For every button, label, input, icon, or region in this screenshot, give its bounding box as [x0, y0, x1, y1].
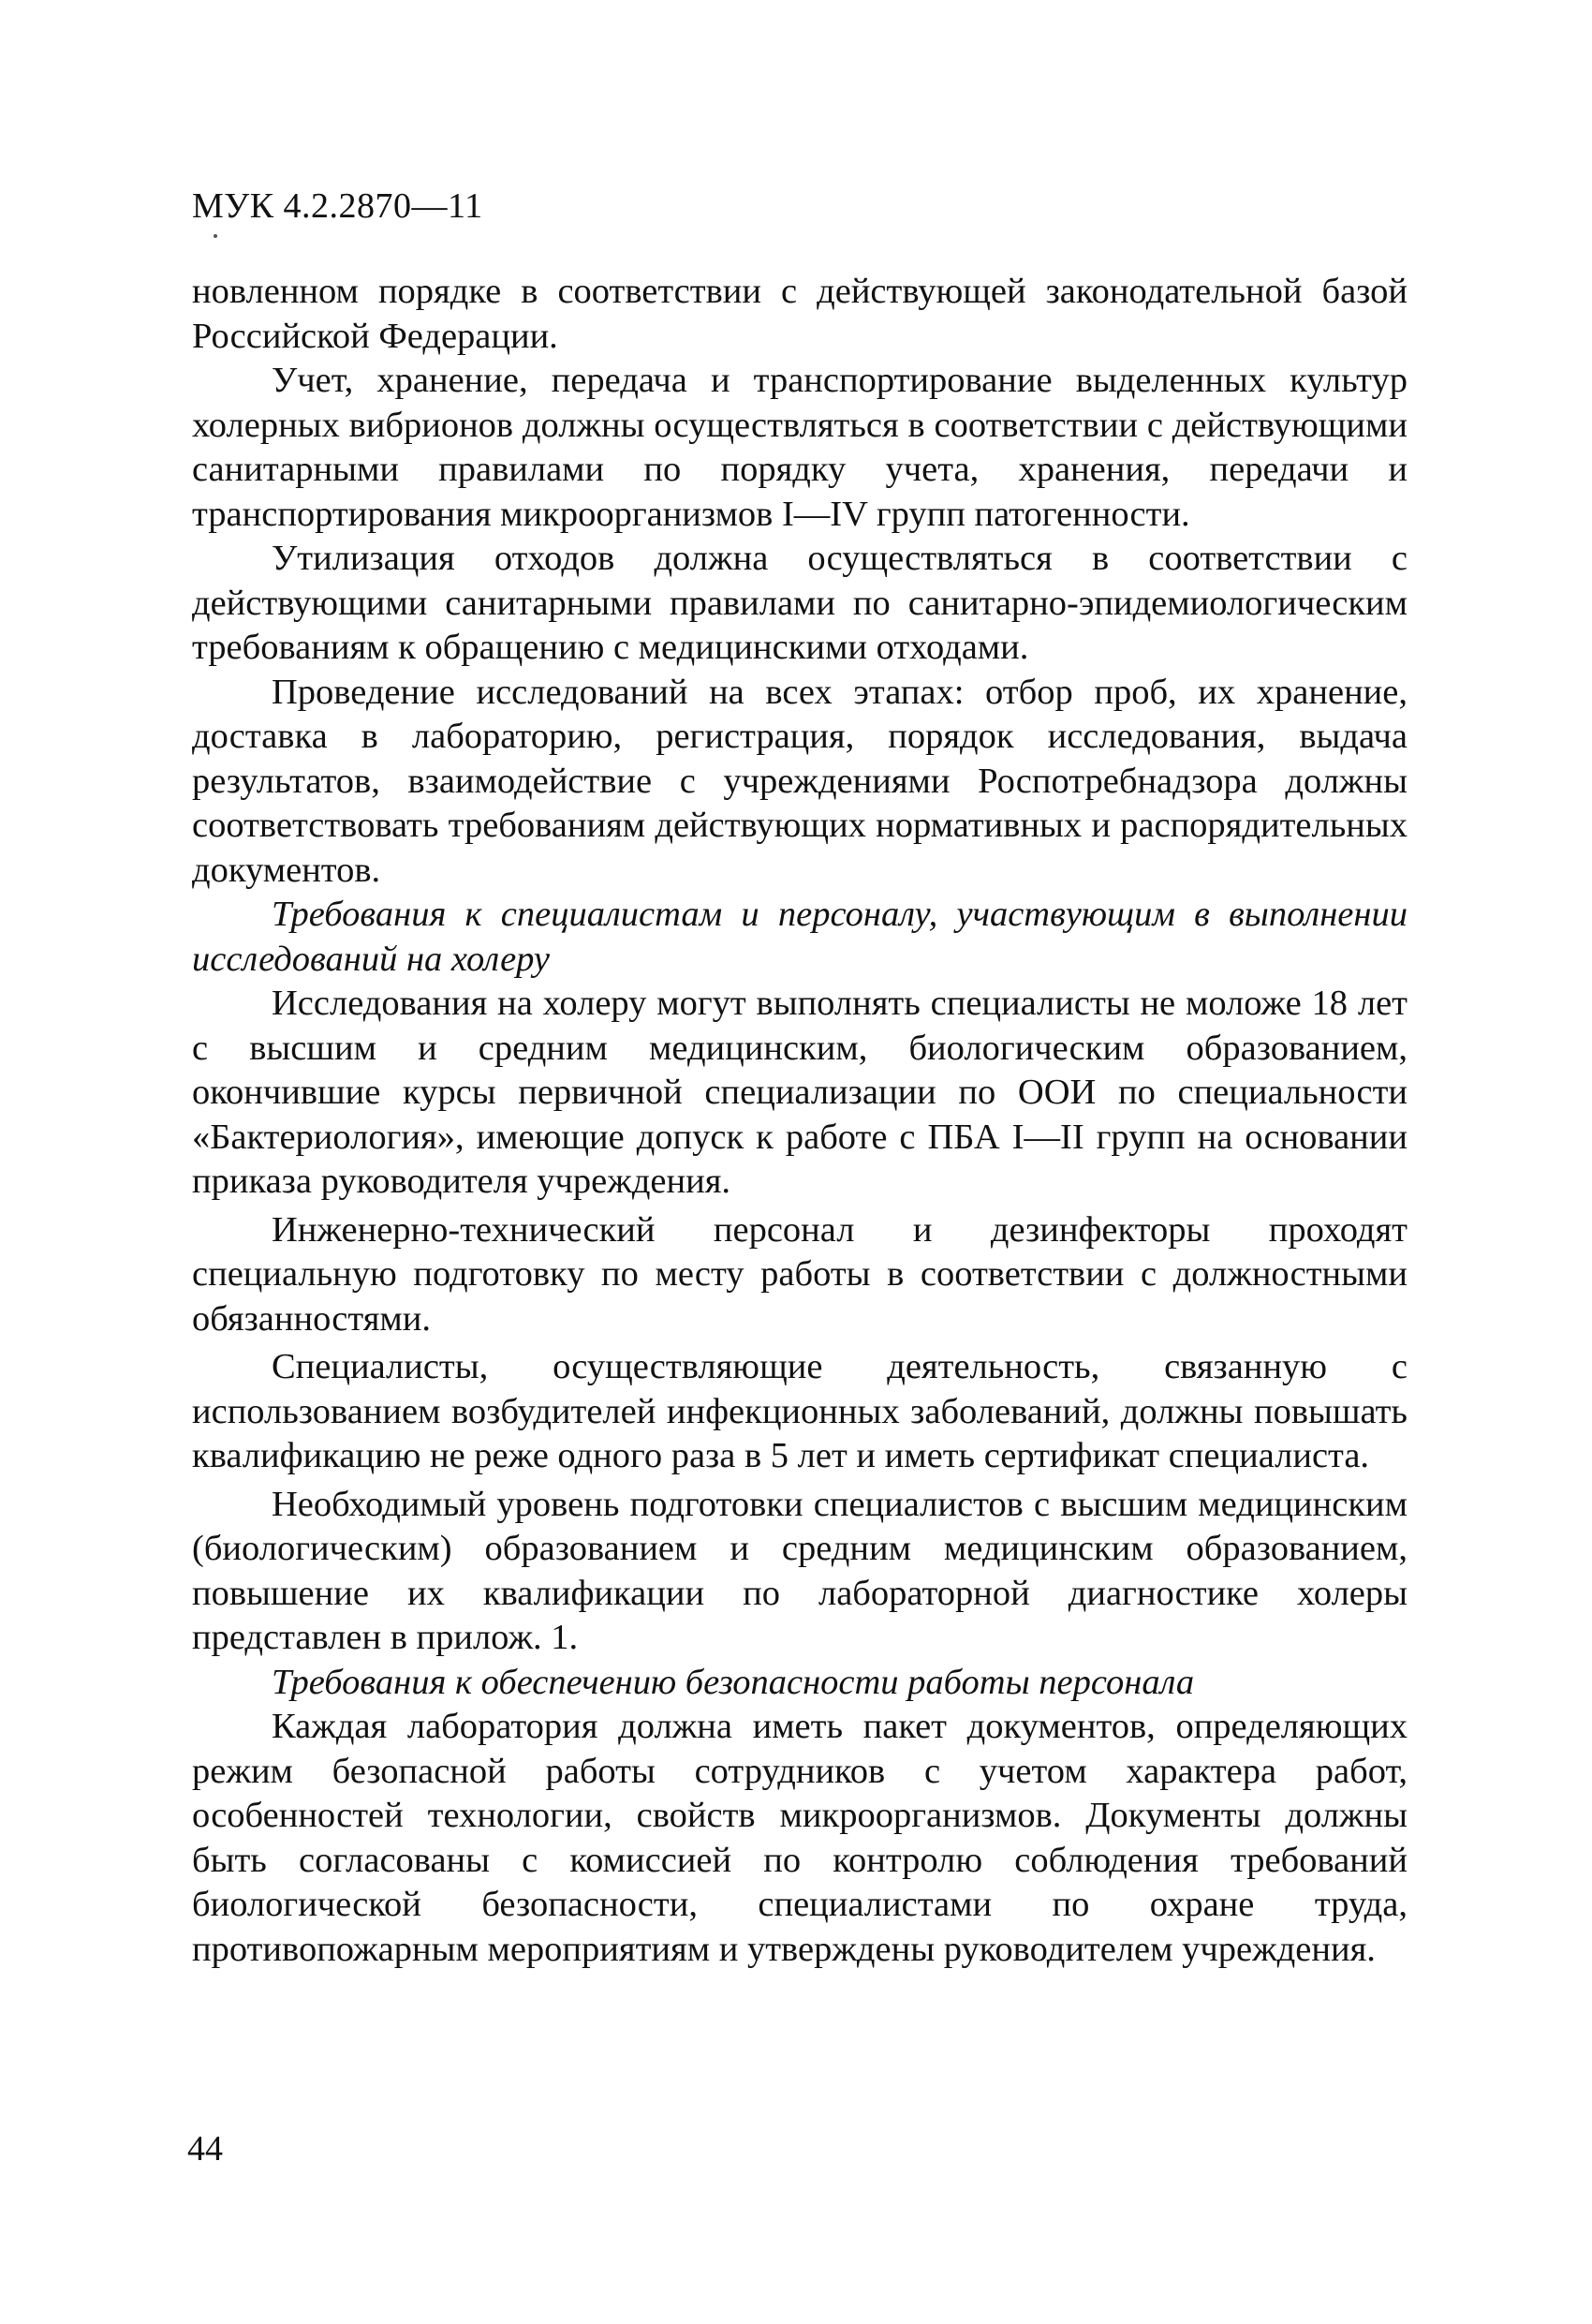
- section-heading-staff-requirements: Требования к специалистам и персоналу, участвующим в выполнении исследований на холеру: [192, 895, 1408, 979]
- section-heading-safety-requirements: Требования к обеспечению безопасности работы персонала: [272, 1662, 1195, 1702]
- paragraph-specialist-eligibility: Исследования на холеру могут выполнять специалисты не моложе 18 лет с высшим и средним медицинским, биологическим образованием, окончившие курсы первичной специализации по ООИ по специальности «Бактериология», имеющие допуск к работе с ПБА I—II групп на основании приказа руководителя учреждения.: [192, 984, 1408, 1201]
- paragraph-safety-documents: Каждая лаборатория должна иметь пакет документов, определяющих режим безопасной работы сотрудников с учетом характера работ, особенностей технологии, свойств микроорганизмов. Документы должны быть согласованы с комиссией по контролю соблюдения требований биологической безопасности, специалистами по охране труда, противопожарным мероприятиям и утверждены руководителем учреждения.: [192, 1707, 1408, 1969]
- paragraph-training-level: Необходимый уровень подготовки специалистов с высшим медицинским (биологическим) образованием и средним медицинским образованием, повышение их квалификации по лабораторной диагностике холеры представлен в прилож. 1.: [192, 1484, 1408, 1657]
- scan-artifact-dot: [214, 234, 217, 238]
- paragraph-continuation: новленном порядке в соответствии с действующей законодательной базой Российской Федерации.: [192, 272, 1408, 356]
- document-code-header: МУК 4.2.2870—11: [192, 186, 483, 226]
- paragraph-culture-handling: Учет, хранение, передача и транспортирование выделенных культур холерных вибрионов должны осуществляться в соответствии с действующими санитарными правилами по порядку учета, хранения, передачи и транспортирования микроорганизмов I—IV групп патогенности.: [192, 361, 1408, 534]
- paragraph-qualification-renewal: Специалисты, осуществляющие деятельность, связанную с использованием возбудителей инфекционных заболеваний, должны повышать квалификацию не реже одного раза в 5 лет и иметь сертификат специалиста.: [192, 1347, 1408, 1475]
- page-number: 44: [187, 2129, 223, 2169]
- paragraph-research-stages: Проведение исследований на всех этапах: отбор проб, их хранение, доставка в лабораторию, регистрация, порядок исследования, выдача результатов, взаимодействие с учреждениями Роспотребнадзора должны соответствовать требованиям действующих нормативных и распорядительных документов.: [192, 672, 1408, 890]
- paragraph-technical-staff: Инженерно-технический персонал и дезинфекторы проходят специальную подготовку по месту работы в соответствии с должностными обязанностями.: [192, 1209, 1408, 1339]
- document-body: [192, 270, 1408, 1972]
- paragraph-waste-disposal: Утилизация отходов должна осуществляться в соответствии с действующими санитарными правилами по санитарно-эпидемиологическим требованиям к обращению с медицинскими отходами.: [192, 539, 1408, 667]
